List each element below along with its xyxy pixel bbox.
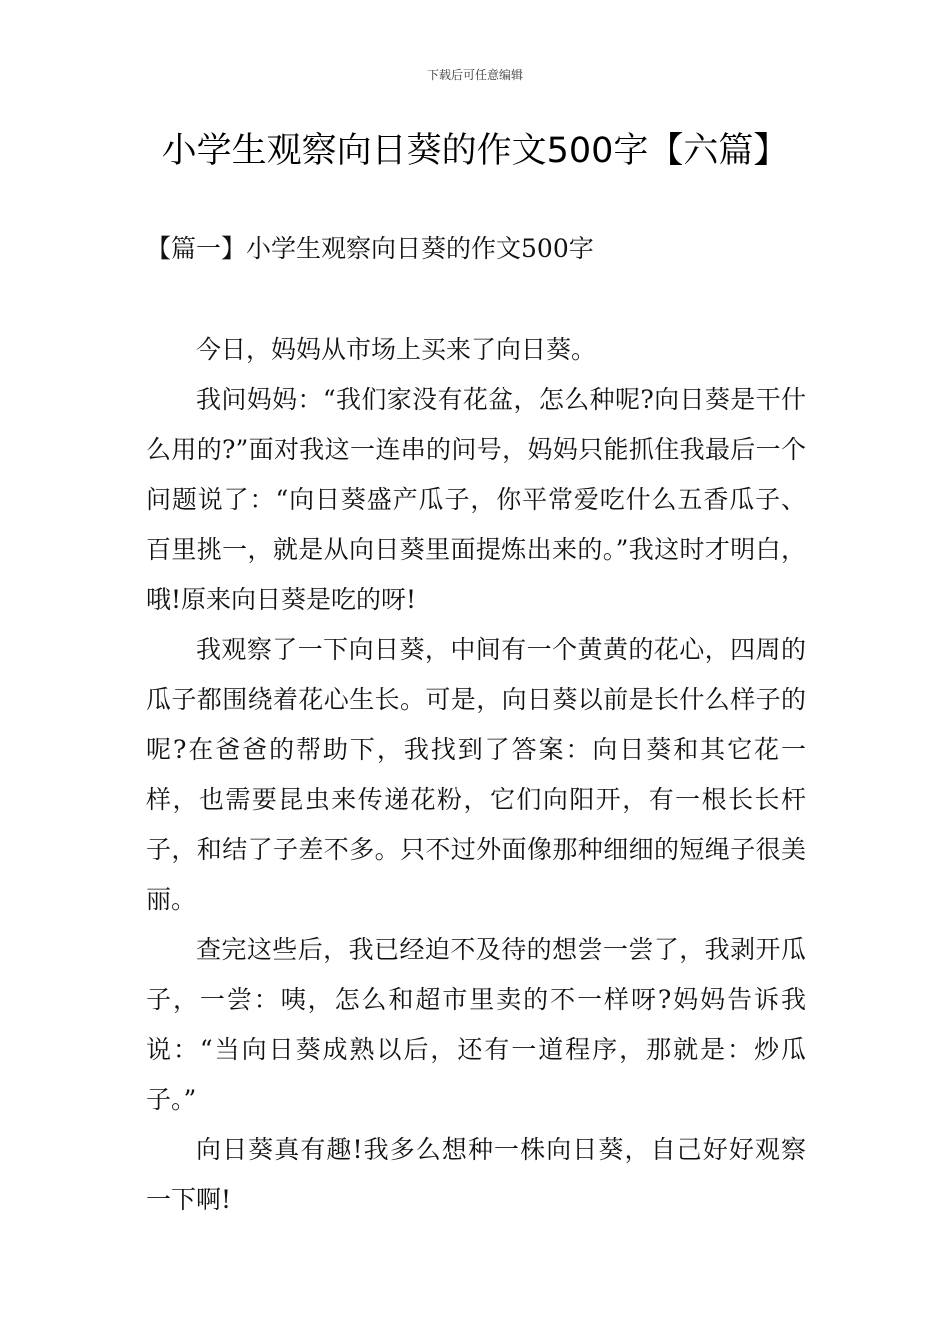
paragraph-5: 向日葵真有趣!我多么想种一株向日葵，自己好好观察一下啊! bbox=[146, 1135, 806, 1214]
document-title: 小学生观察向日葵的作文500字【六篇】 bbox=[161, 131, 789, 171]
paragraph-3: 我观察了一下向日葵，中间有一个黄黄的花心，四周的瓜子都围绕着花心生长。可是，向日葵以前是长什么样子的呢?在爸爸的帮助下，我找到了答案：向日葵和其它花一样，也需要昆虫来传递花粉，它们向阳开，有一根长长杆子，和结了子差不多。只不过外面像那种细细的短绳子很美丽。 bbox=[146, 635, 806, 914]
paragraph-4: 查完这些后，我已经迫不及待的想尝一尝了，我剥开瓜子，一尝：咦，怎么和超市里卖的不一样呀?妈妈告诉我说：“当向日葵成熟以后，还有一道程序，那就是：炒瓜子。” bbox=[146, 935, 806, 1114]
paragraph-2: 我问妈妈：“我们家没有花盆，怎么种呢?向日葵是干什么用的?”面对我这一连串的问号，妈妈只能抓住我最后一个问题说了：“向日葵盛产瓜子，你平常爱吃什么五香瓜子、百里挑一，就是从向日葵里面提炼出来的。”我这时才明白，哦!原来向日葵是吃的呀! bbox=[146, 385, 806, 614]
essay-body bbox=[146, 325, 806, 1225]
header-note: 下载后可任意编辑 bbox=[426, 68, 523, 82]
section-heading: 【篇一】小学生观察向日葵的作文500字 bbox=[146, 234, 594, 263]
paragraph-1: 今日，妈妈从市场上买来了向日葵。 bbox=[196, 335, 597, 364]
